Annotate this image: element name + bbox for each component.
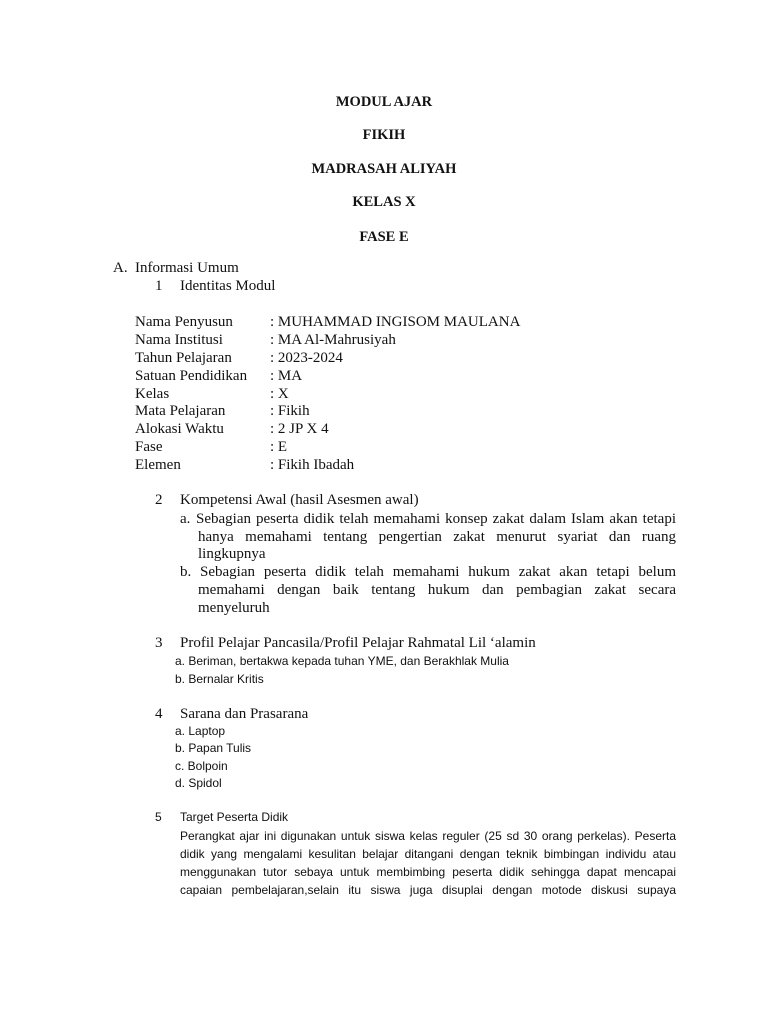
identity-label: Fase bbox=[135, 439, 163, 455]
paragraph-line: Sebagian peserta didik telah memahami konsep zakat dalam Islam akan tetapi bbox=[196, 511, 676, 527]
identity-label: Nama Penyusun bbox=[135, 314, 233, 330]
identity-label: Tahun Pelajaran bbox=[135, 350, 232, 366]
title-phase: FASE E bbox=[359, 229, 409, 245]
paragraph-line: menggunakan tutor sebaya untuk membimbing peserta didik sehingga dapat mencapai bbox=[180, 865, 676, 879]
paragraph-line: Perangkat ajar ini digunakan untuk siswa kelas reguler (25 sd 30 orang perkelas). Peserta bbox=[180, 829, 676, 843]
section-3-heading: Profil Pelajar Pancasila/Profil Pelajar Rahmatal Lil ‘alamin bbox=[180, 635, 536, 651]
list-marker: b. bbox=[180, 564, 192, 580]
list-item: b. Bernalar Kritis bbox=[175, 672, 264, 686]
section-a-marker: A. bbox=[113, 260, 128, 276]
section-4-heading: Sarana dan Prasarana bbox=[180, 706, 309, 722]
paragraph-line: menyeluruh bbox=[198, 600, 270, 616]
paragraph-line: lingkupnya bbox=[198, 546, 266, 562]
section-5-heading: Target Peserta Didik bbox=[180, 810, 289, 824]
identity-label: Mata Pelajaran bbox=[135, 403, 226, 419]
section-4-number: 4 bbox=[155, 706, 163, 722]
identity-value: : 2 JP X 4 bbox=[270, 421, 329, 437]
identity-value: : 2023-2024 bbox=[270, 350, 343, 366]
list-item: a. Laptop bbox=[175, 724, 226, 738]
identity-value: : MUHAMMAD INGISOM MAULANA bbox=[270, 314, 521, 330]
identity-value: : MA Al-Mahrusiyah bbox=[270, 332, 396, 348]
identity-value: : MA bbox=[270, 368, 303, 384]
paragraph-line: hanya memahami tentang pengertian zakat menurut syariat dan ruang bbox=[198, 529, 676, 545]
section-3-number: 3 bbox=[155, 635, 163, 651]
identity-label: Nama Institusi bbox=[135, 332, 223, 348]
title-class: KELAS X bbox=[352, 194, 416, 210]
list-item: c. Bolpoin bbox=[175, 759, 228, 773]
list-marker: a. bbox=[180, 511, 191, 527]
identity-label: Alokasi Waktu bbox=[135, 421, 224, 437]
title-modul-ajar: MODUL AJAR bbox=[335, 94, 433, 110]
paragraph-line: Sebagian peserta didik telah memahami hukum zakat akan tetapi belum bbox=[200, 564, 676, 580]
section-1-number: 1 bbox=[155, 278, 163, 294]
section-2-heading: Kompetensi Awal (hasil Asesmen awal) bbox=[180, 492, 419, 508]
list-item: b. Papan Tulis bbox=[175, 741, 252, 755]
identity-value: : Fikih Ibadah bbox=[270, 457, 355, 473]
list-item: d. Spidol bbox=[175, 776, 222, 790]
identity-label: Elemen bbox=[135, 457, 181, 473]
paragraph-line: capaian pembelajaran,selain itu siswa juga disuplai dengan motode diskusi supaya bbox=[180, 883, 676, 897]
identity-value: : X bbox=[270, 386, 289, 402]
identity-value: : E bbox=[270, 439, 288, 455]
section-2-number: 2 bbox=[155, 492, 163, 508]
list-item: a. Beriman, bertakwa kepada tuhan YME, dan Berakhlak Mulia bbox=[175, 654, 509, 668]
paragraph-line: memahami dengan baik tentang hukum dan pembagian zakat secara bbox=[198, 582, 676, 598]
section-1-heading: Identitas Modul bbox=[180, 278, 276, 294]
section-a-heading: Informasi Umum bbox=[135, 260, 239, 276]
paragraph-line: didik yang mengalami kesulitan belajar ditangani dengan teknik bimbingan individu atau bbox=[180, 847, 676, 861]
identity-label: Kelas bbox=[135, 386, 170, 402]
section-5-number: 5 bbox=[155, 810, 162, 824]
title-subject: FIKIH bbox=[362, 127, 406, 143]
identity-value: : Fikih bbox=[270, 403, 310, 419]
identity-label: Satuan Pendidikan bbox=[135, 368, 248, 384]
title-school: MADRASAH ALIYAH bbox=[311, 161, 457, 177]
